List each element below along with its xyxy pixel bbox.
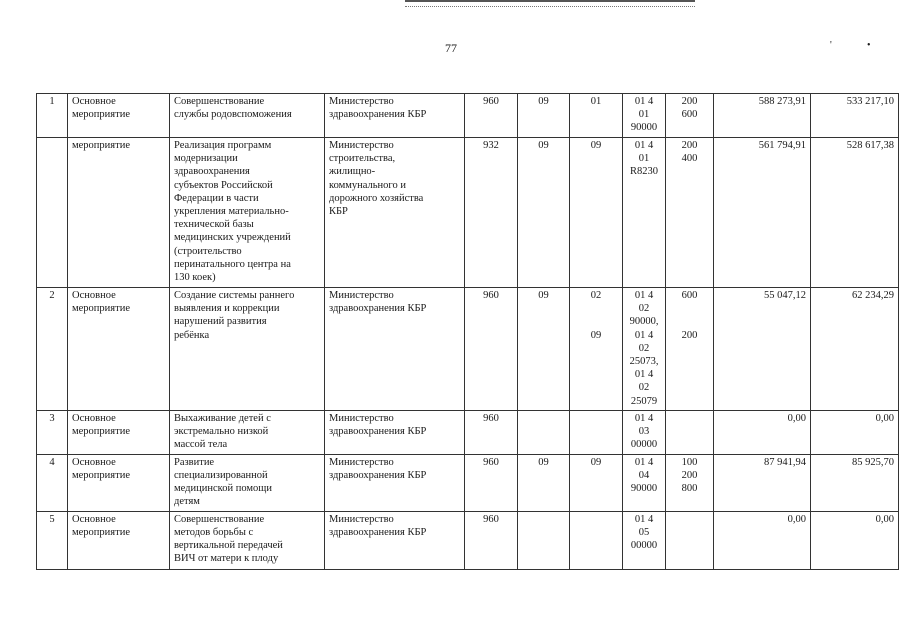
vr-code: 100 200 800: [666, 454, 714, 511]
table-row: [37, 138, 899, 288]
row-number: 5: [37, 511, 68, 569]
sum-year-1: 55 047,12: [714, 288, 811, 411]
event-type: Основное мероприятие: [68, 288, 170, 411]
csr-code: 01 4 01 90000: [623, 94, 666, 138]
event-name: Создание системы раннего выявления и коррекции нарушений развития ребёнка: [170, 288, 325, 411]
table-row: [37, 288, 899, 411]
table-row: [37, 94, 899, 138]
rz-code: 09: [518, 94, 570, 138]
table-body: [37, 94, 899, 570]
sum-year-2: 533 217,10: [811, 94, 899, 138]
executor: Министерство здравоохранения КБР: [325, 288, 465, 411]
vr-code: [666, 511, 714, 569]
grbs-code: 960: [465, 410, 518, 454]
page-mark-left: ': [830, 40, 832, 51]
event-type: Основное мероприятие: [68, 454, 170, 511]
row-number: 2: [37, 288, 68, 411]
executor: Министерство здравоохранения КБР: [325, 454, 465, 511]
grbs-code: 960: [465, 288, 518, 411]
csr-code: 01 4 04 90000: [623, 454, 666, 511]
grbs-code: 932: [465, 138, 518, 288]
row-number: [37, 138, 68, 288]
sum-year-1: 87 941,94: [714, 454, 811, 511]
sum-year-2: 0,00: [811, 511, 899, 569]
csr-code: 01 4 02 90000, 01 4 02 25073, 01 4 02 25079: [623, 288, 666, 411]
event-name: Развитие специализированной медицинской помощи детям: [170, 454, 325, 511]
event-name: Выхаживание детей с экстремально низкой массой тела: [170, 410, 325, 454]
vr-code: 200 600: [666, 94, 714, 138]
page-number: 77: [445, 41, 457, 55]
rz-code: [518, 511, 570, 569]
sum-year-1: 0,00: [714, 410, 811, 454]
csr-code: 01 4 05 00000: [623, 511, 666, 569]
pr-code: [570, 511, 623, 569]
rz-code: 09: [518, 288, 570, 411]
rz-code: [518, 410, 570, 454]
vr-code: 200 400: [666, 138, 714, 288]
table-row: [37, 454, 899, 511]
event-name: Совершенствование службы родовспоможения: [170, 94, 325, 138]
csr-code: 01 4 03 00000: [623, 410, 666, 454]
event-type: Основное мероприятие: [68, 410, 170, 454]
row-number: 3: [37, 410, 68, 454]
vr-code: 600 200: [666, 288, 714, 411]
grbs-code: 960: [465, 454, 518, 511]
executor: Министерство строительства, жилищно- коммунального и дорожного хозяйства КБР: [325, 138, 465, 288]
page-top-rule: [405, 0, 695, 7]
row-number: 1: [37, 94, 68, 138]
rz-code: 09: [518, 454, 570, 511]
sum-year-2: 528 617,38: [811, 138, 899, 288]
event-type: Основное мероприятие: [68, 511, 170, 569]
pr-code: 01: [570, 94, 623, 138]
executor: Министерство здравоохранения КБР: [325, 511, 465, 569]
pr-code: 09: [570, 138, 623, 288]
sum-year-2: 62 234,29: [811, 288, 899, 411]
sum-year-1: 588 273,91: [714, 94, 811, 138]
grbs-code: 960: [465, 511, 518, 569]
sum-year-2: 85 925,70: [811, 454, 899, 511]
sum-year-1: 561 794,91: [714, 138, 811, 288]
grbs-code: 960: [465, 94, 518, 138]
sum-year-2: 0,00: [811, 410, 899, 454]
event-type: Основное мероприятие: [68, 94, 170, 138]
executor: Министерство здравоохранения КБР: [325, 410, 465, 454]
csr-code: 01 4 01 R8230: [623, 138, 666, 288]
event-type: мероприятие: [68, 138, 170, 288]
event-name: Реализация программ модернизации здравоохранения субъектов Российской Федерации в части укрепления материально- технической базы медицинских учреждений (строительство перинатального центра на 130 коек): [170, 138, 325, 288]
table-row: [37, 410, 899, 454]
pr-code: 02 09: [570, 288, 623, 411]
budget-table: [36, 93, 899, 570]
pr-code: [570, 410, 623, 454]
executor: Министерство здравоохранения КБР: [325, 94, 465, 138]
page-mark-right: •: [867, 40, 871, 51]
rz-code: 09: [518, 138, 570, 288]
row-number: 4: [37, 454, 68, 511]
vr-code: [666, 410, 714, 454]
table-row: [37, 511, 899, 569]
pr-code: 09: [570, 454, 623, 511]
sum-year-1: 0,00: [714, 511, 811, 569]
event-name: Совершенствование методов борьбы с вертикальной передачей ВИЧ от матери к плоду: [170, 511, 325, 569]
